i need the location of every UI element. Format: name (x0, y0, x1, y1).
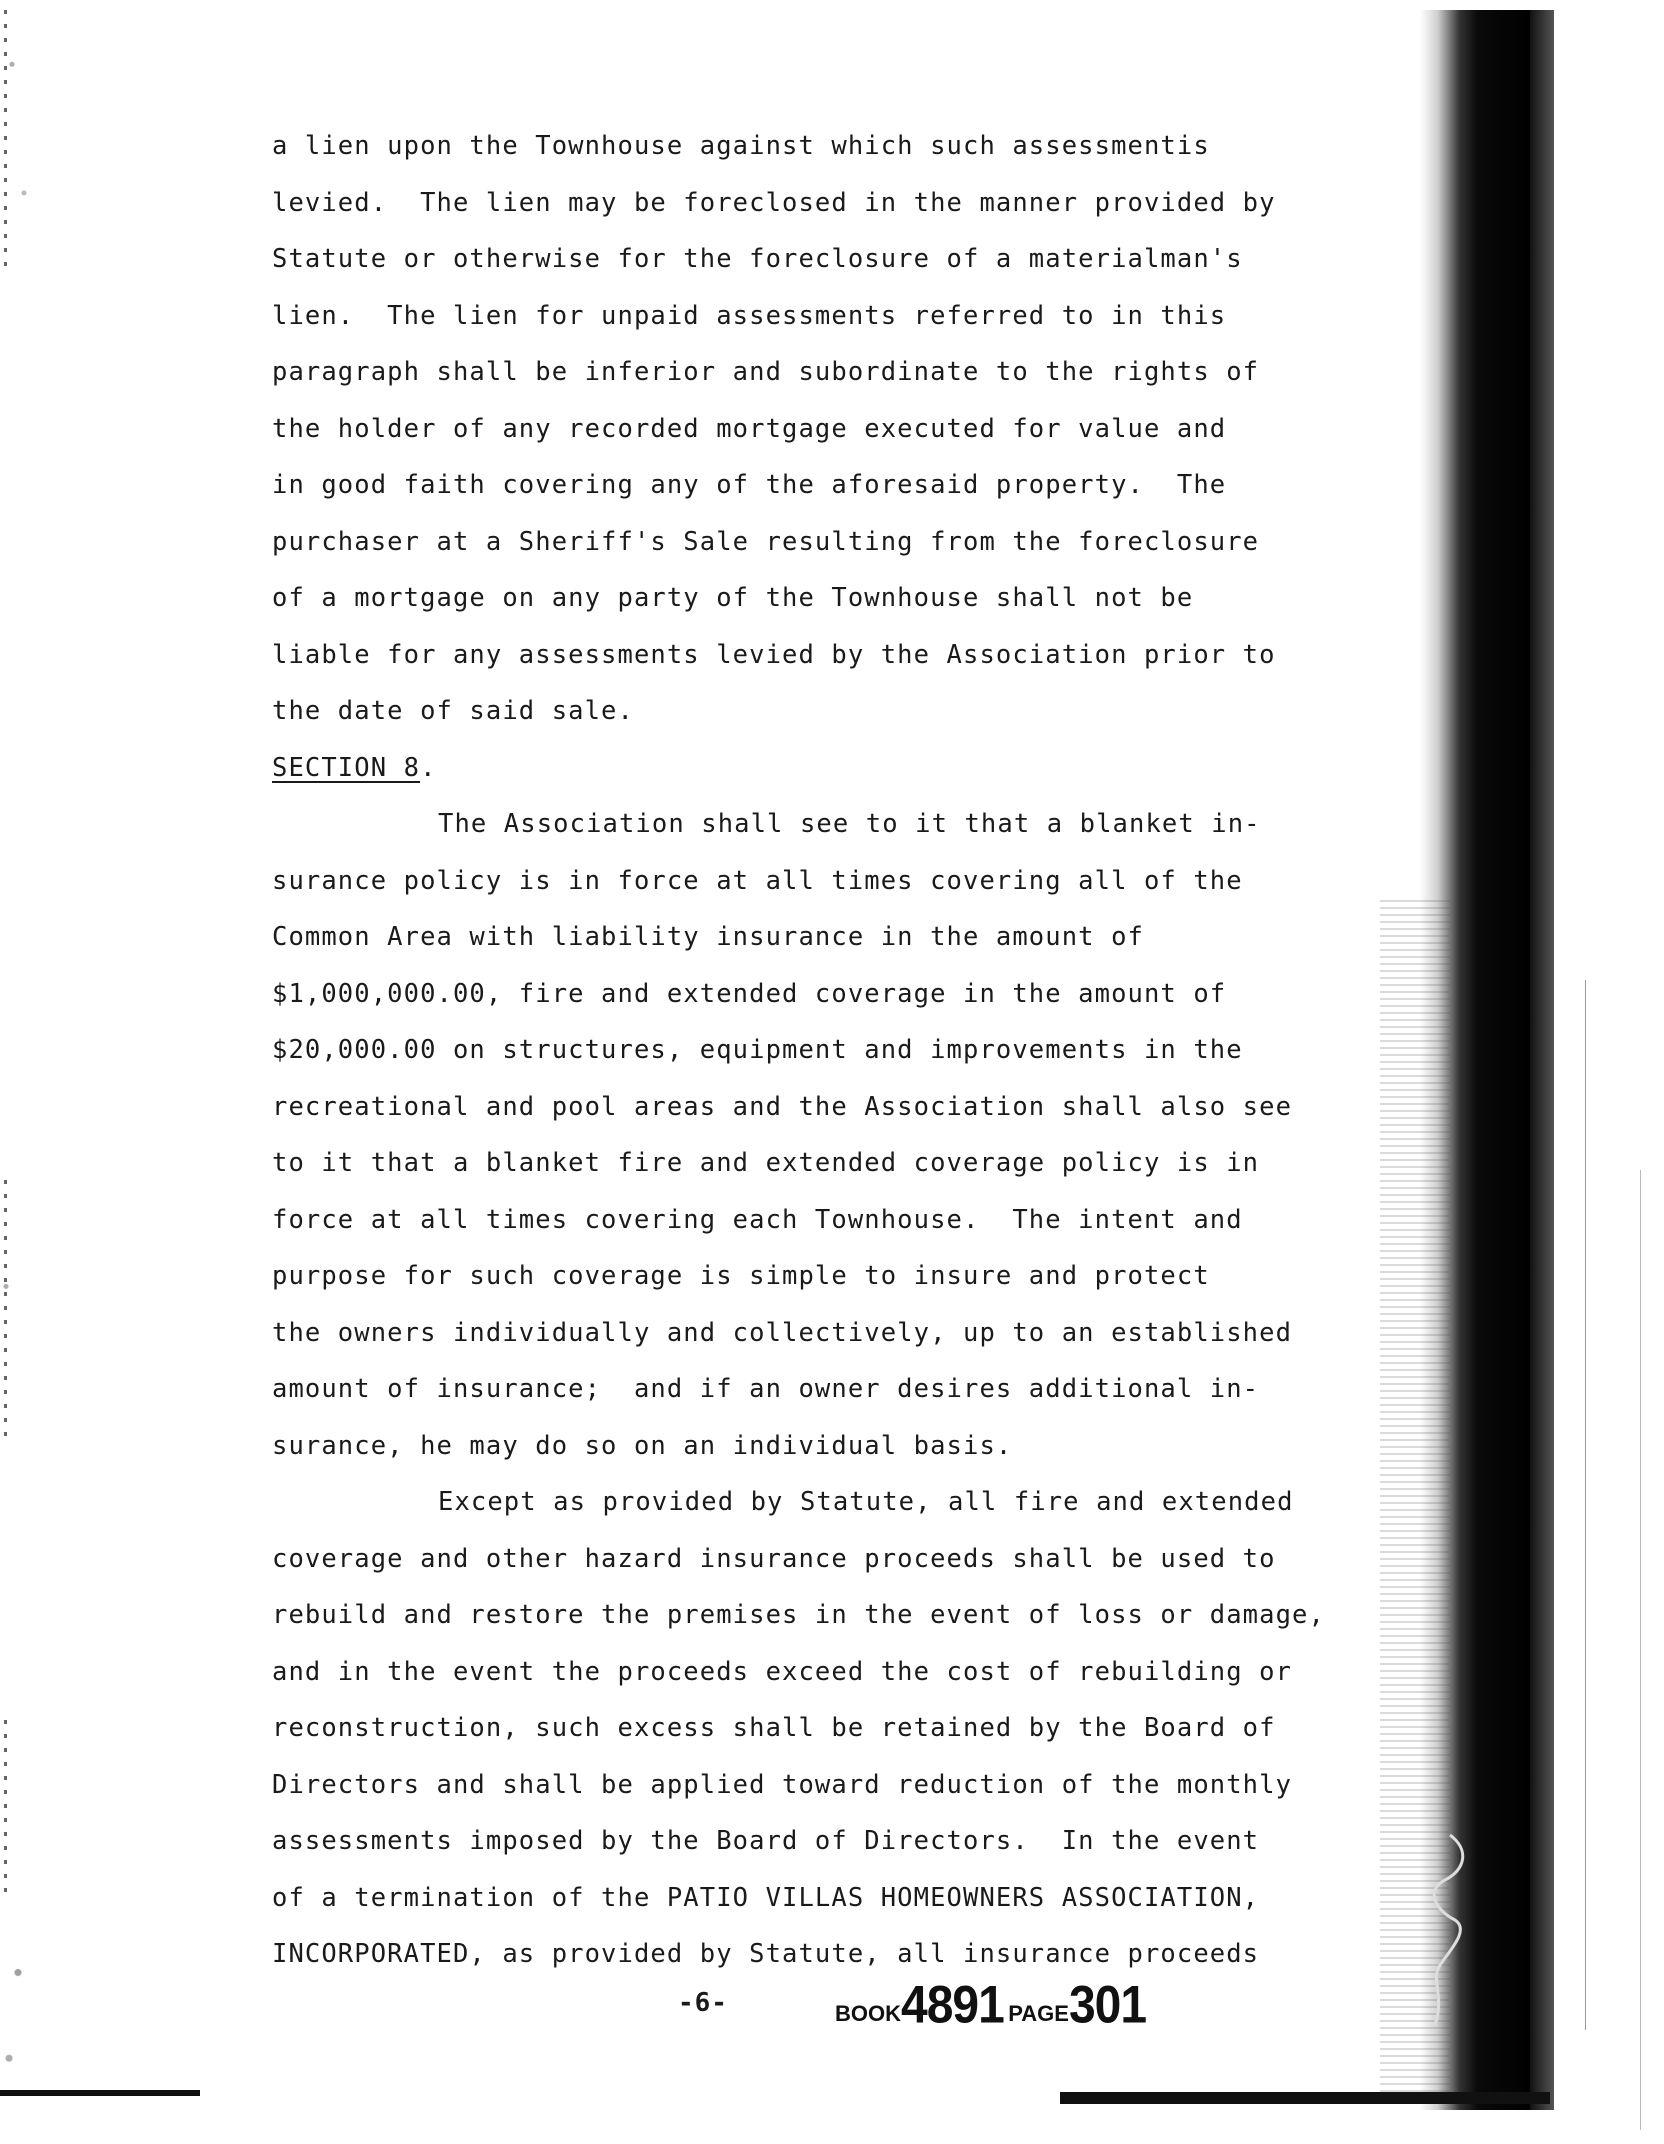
text-line: lien. The lien for unpaid assessments referred to in this (272, 300, 1227, 331)
scan-right-line (1585, 980, 1586, 2030)
document-body (272, 118, 1392, 1983)
paragraph-line: Except as provided by Statute, all fire and extended (438, 1487, 1294, 1517)
book-page-stamp (835, 1978, 1146, 2033)
paragraph-line: to it that a blanket fire and extended coverage policy is in (272, 1148, 1260, 1178)
text-line: of a mortgage on any party of the Townhouse shall not be (272, 583, 1194, 613)
paragraph-line: $20,000.00 on structures, equipment and improvements in the (272, 1035, 1243, 1065)
stamp-book-label: BOOK (835, 2001, 901, 2026)
paragraph-line: coverage and other hazard insurance proceeds shall be used to (272, 1543, 1276, 1574)
paragraph-line: assessments imposed by the Board of Directors. In the event (272, 1826, 1260, 1856)
text-line: in good faith covering any of the aforesaid property. The (272, 470, 1227, 500)
scan-left-edge-marks (4, 1180, 7, 1440)
text-line: the holder of any recorded mortgage executed for value and (272, 413, 1227, 444)
paragraph-line: the owners individually and collectively, up to an established (272, 1317, 1293, 1348)
paragraph-line: The Association shall see to it that a blanket in- (438, 809, 1261, 839)
scan-right-outer-line (1640, 1170, 1641, 2130)
scan-bottom-rule-left (0, 2090, 200, 2096)
text-line: levied. The lien may be foreclosed in the manner provided by (272, 187, 1276, 218)
text-line: Statute or otherwise for the foreclosure of a materialman's (272, 244, 1243, 274)
scan-left-edge (0, 0, 60, 2144)
paragraph-line: surance, he may do so on an individual basis. (272, 1430, 1013, 1461)
text-line: paragraph shall be inferior and subordinate to the rights of (272, 357, 1260, 387)
scan-left-edge-marks (4, 1720, 7, 1900)
margin-squiggle-mark (1410, 1830, 1480, 2030)
text-line: liable for any assessments levied by the Association prior to (272, 639, 1276, 670)
paragraph-line: of a termination of the PATIO VILLAS HOMEOWNERS ASSOCIATION, (272, 1882, 1260, 1913)
stamp-book-number: 4891 (901, 1976, 1004, 2035)
paragraph-line: purpose for such coverage is simple to insure and protect (272, 1261, 1210, 1291)
paragraph-line: rebuild and restore the premises in the event of loss or damage, (272, 1600, 1325, 1630)
paragraph-line: INCORPORATED, as provided by Statute, all insurance proceeds (272, 1939, 1260, 1969)
paragraph-line: amount of insurance; and if an owner desires additional in- (272, 1374, 1260, 1404)
page-number: -6- (678, 1988, 728, 2018)
paragraph-line: Common Area with liability insurance in the amount of (272, 922, 1144, 952)
paragraph-line: and in the event the proceeds exceed the cost of rebuilding or (272, 1656, 1293, 1687)
scan-right-strip (1530, 10, 1554, 2110)
text-line: purchaser at a Sheriff's Sale resulting from the foreclosure (272, 526, 1260, 557)
stamp-page-label: PAGE (1008, 2001, 1069, 2026)
scan-left-edge-marks (4, 10, 7, 270)
paragraph-line: recreational and pool areas and the Association shall also see (272, 1091, 1293, 1122)
text-line: the date of said sale. (272, 696, 634, 726)
paragraph-line: force at all times covering each Townhouse. The intent and (272, 1204, 1243, 1235)
section-heading-period: . (420, 752, 437, 783)
paragraph-line: Directors and shall be applied toward reduction of the monthly (272, 1769, 1293, 1800)
text-line: a lien upon the Townhouse against which such assessmentis (272, 131, 1210, 161)
paragraph-line: reconstruction, such excess shall be retained by the Board of (272, 1713, 1276, 1743)
section-heading: SECTION 8 (272, 752, 421, 783)
section-heading-line (272, 740, 1392, 797)
stamp-page-number: 301 (1068, 1976, 1147, 2035)
paragraph-line: $1,000,000.00, fire and extended coverage in the amount of (272, 978, 1227, 1009)
paragraph-line: surance policy is in force at all times covering all of the (272, 865, 1243, 896)
scan-bottom-rule-right (1060, 2092, 1550, 2104)
